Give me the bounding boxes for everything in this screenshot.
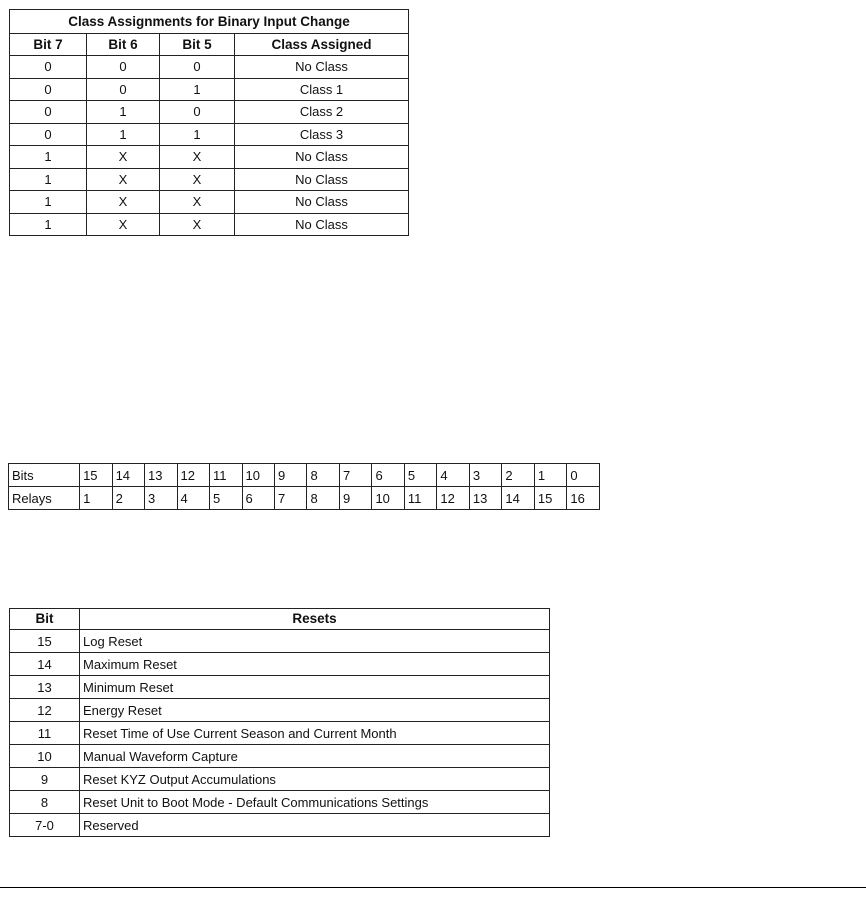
table-row xyxy=(10,101,409,124)
table-cell: 7-0 xyxy=(10,814,80,837)
table-header-row xyxy=(10,609,550,630)
table-cell: 4 xyxy=(177,487,209,510)
table-cell: Reset KYZ Output Accumulations xyxy=(80,768,550,791)
table-cell: 2 xyxy=(112,487,144,510)
table-row xyxy=(10,78,409,101)
table-header-row xyxy=(10,34,409,56)
table-cell: 15 xyxy=(80,464,112,487)
table-row xyxy=(10,630,550,653)
table-cell: X xyxy=(160,213,235,236)
table-cell: No Class xyxy=(235,146,409,169)
table-cell: 13 xyxy=(10,676,80,699)
table-cell: X xyxy=(87,168,160,191)
table-row xyxy=(10,745,550,768)
table-cell: No Class xyxy=(235,56,409,79)
table-row xyxy=(10,191,409,214)
table-cell: 10 xyxy=(10,745,80,768)
column-header: Bit xyxy=(10,609,80,630)
table-row xyxy=(10,653,550,676)
table-cell: 14 xyxy=(502,487,534,510)
resets-table xyxy=(9,608,550,837)
table-cell: 13 xyxy=(469,487,501,510)
table-cell: 5 xyxy=(404,464,436,487)
table-cell: 9 xyxy=(339,487,371,510)
table-cell: 7 xyxy=(274,487,306,510)
table-row xyxy=(10,699,550,722)
table-cell: 11 xyxy=(210,464,242,487)
table-row xyxy=(10,123,409,146)
table-cell: 0 xyxy=(160,101,235,124)
table-cell: 10 xyxy=(372,487,404,510)
table-cell: 0 xyxy=(10,78,87,101)
table-row xyxy=(10,676,550,699)
table-cell: Reset Unit to Boot Mode - Default Communications Settings xyxy=(80,791,550,814)
table-cell: 1 xyxy=(87,123,160,146)
table-title-row xyxy=(10,10,409,34)
footer-divider xyxy=(0,887,866,888)
bits-row xyxy=(9,464,600,487)
table-cell: 1 xyxy=(10,213,87,236)
table-cell: 0 xyxy=(87,56,160,79)
table-cell: 16 xyxy=(567,487,600,510)
table-cell: 14 xyxy=(112,464,144,487)
table-cell: Class 3 xyxy=(235,123,409,146)
table-cell: Reserved xyxy=(80,814,550,837)
table-cell: 6 xyxy=(372,464,404,487)
table-cell: Minimum Reset xyxy=(80,676,550,699)
table-cell: 8 xyxy=(10,791,80,814)
table-row xyxy=(10,168,409,191)
table-cell: 15 xyxy=(10,630,80,653)
table-cell: 1 xyxy=(80,487,112,510)
table-cell: 1 xyxy=(160,123,235,146)
table-cell: 12 xyxy=(177,464,209,487)
relays-row xyxy=(9,487,600,510)
table-cell: Manual Waveform Capture xyxy=(80,745,550,768)
table-cell: 12 xyxy=(437,487,469,510)
table-cell: Log Reset xyxy=(80,630,550,653)
table-cell: 0 xyxy=(87,78,160,101)
table-cell: 0 xyxy=(10,101,87,124)
table-cell: 8 xyxy=(307,487,339,510)
table-cell: 0 xyxy=(10,123,87,146)
table-cell: 5 xyxy=(210,487,242,510)
table-cell: 11 xyxy=(404,487,436,510)
table-cell: 11 xyxy=(10,722,80,745)
table-cell: 3 xyxy=(145,487,177,510)
table-row xyxy=(10,814,550,837)
table-cell: 15 xyxy=(534,487,566,510)
table-cell: 14 xyxy=(10,653,80,676)
row-header: Relays xyxy=(9,487,80,510)
table-cell: 1 xyxy=(10,168,87,191)
table-cell: 10 xyxy=(242,464,274,487)
table-cell: 8 xyxy=(307,464,339,487)
class-assignments-table xyxy=(9,9,409,236)
table-cell: 7 xyxy=(339,464,371,487)
table-row xyxy=(10,56,409,79)
table-cell: 1 xyxy=(160,78,235,101)
table-row xyxy=(10,146,409,169)
table-cell: 12 xyxy=(10,699,80,722)
table-cell: 1 xyxy=(87,101,160,124)
table-cell: 4 xyxy=(437,464,469,487)
table-cell: Maximum Reset xyxy=(80,653,550,676)
table-cell: 6 xyxy=(242,487,274,510)
table-cell: X xyxy=(160,168,235,191)
table-cell: X xyxy=(160,146,235,169)
column-header: Bit 5 xyxy=(160,34,235,56)
table-cell: 2 xyxy=(502,464,534,487)
row-header: Bits xyxy=(9,464,80,487)
table-cell: 3 xyxy=(469,464,501,487)
table-cell: No Class xyxy=(235,191,409,214)
table-cell: Reset Time of Use Current Season and Current Month xyxy=(80,722,550,745)
table-cell: Class 1 xyxy=(235,78,409,101)
table-cell: 0 xyxy=(567,464,600,487)
table-cell: Class 2 xyxy=(235,101,409,124)
column-header: Resets xyxy=(80,609,550,630)
table-cell: No Class xyxy=(235,213,409,236)
table-cell: X xyxy=(87,213,160,236)
table-cell: 1 xyxy=(534,464,566,487)
table-cell: 1 xyxy=(10,191,87,214)
table-cell: 9 xyxy=(274,464,306,487)
table-cell: 13 xyxy=(145,464,177,487)
table-row xyxy=(10,768,550,791)
table-cell: No Class xyxy=(235,168,409,191)
table-title: Class Assignments for Binary Input Change xyxy=(10,10,409,34)
table-row xyxy=(10,213,409,236)
column-header: Class Assigned xyxy=(235,34,409,56)
table-cell: 9 xyxy=(10,768,80,791)
table-cell: 1 xyxy=(10,146,87,169)
table-row xyxy=(10,791,550,814)
column-header: Bit 7 xyxy=(10,34,87,56)
table-cell: 0 xyxy=(10,56,87,79)
table-cell: X xyxy=(87,191,160,214)
table-cell: X xyxy=(160,191,235,214)
column-header: Bit 6 xyxy=(87,34,160,56)
table-cell: X xyxy=(87,146,160,169)
table-cell: 0 xyxy=(160,56,235,79)
table-row xyxy=(10,722,550,745)
bits-relays-table xyxy=(8,463,600,510)
table-cell: Energy Reset xyxy=(80,699,550,722)
